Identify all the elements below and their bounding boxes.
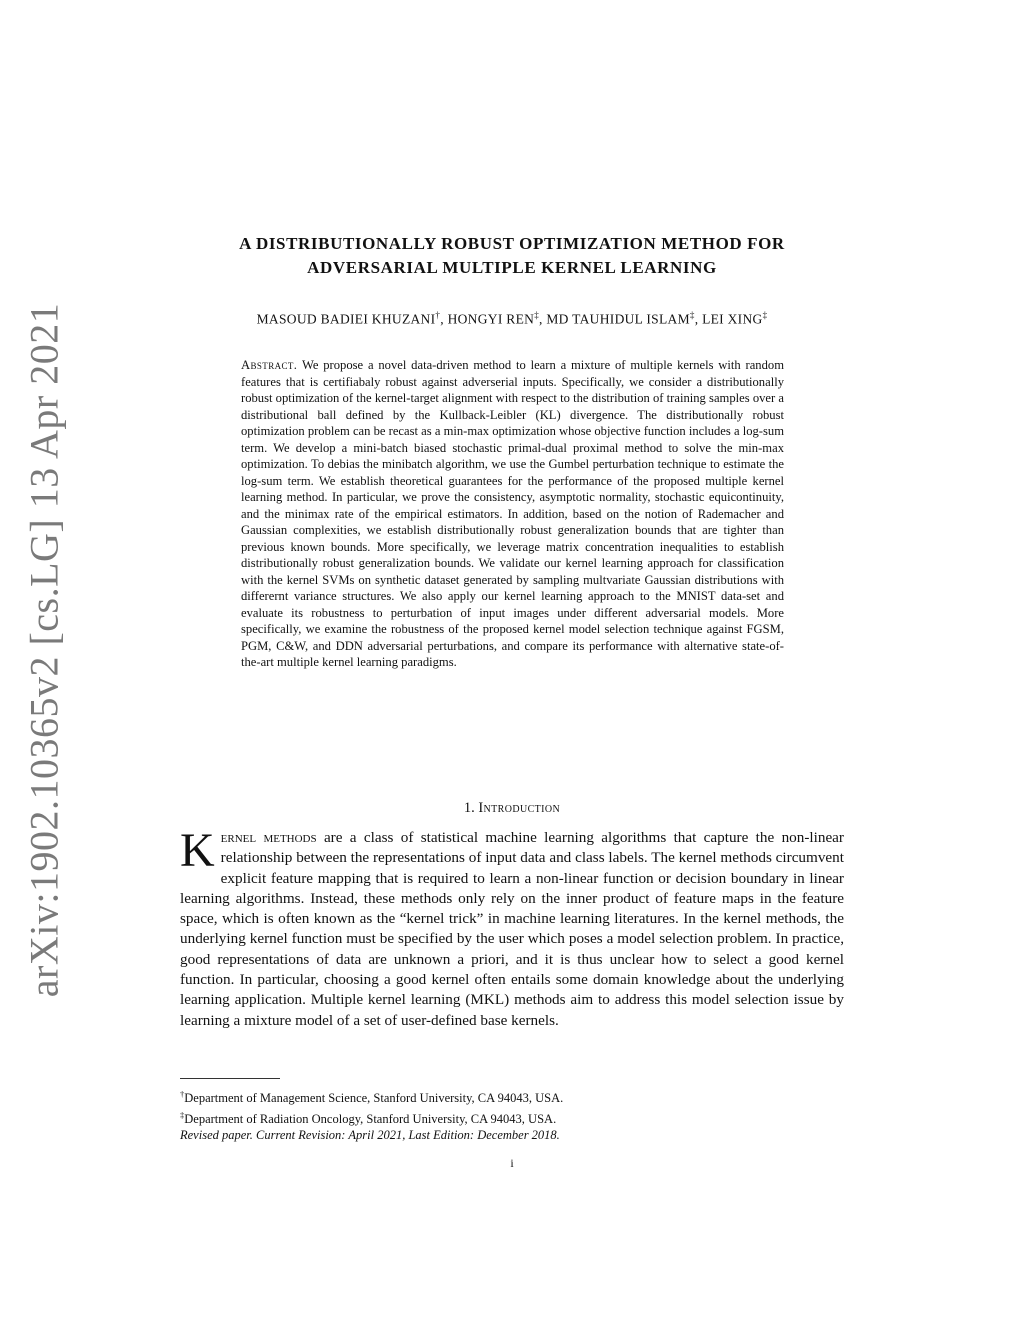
section-heading-introduction	[180, 800, 844, 817]
section-title: Introduction	[478, 800, 561, 816]
revision-note: Revised paper. Current Revision: April 2021, Last Edition: December 2018.	[180, 1128, 560, 1143]
footnote-1-text: Department of Management Science, Stanford University, CA 94043, USA.	[184, 1091, 564, 1106]
footnotes	[180, 1086, 844, 1144]
author-2: HONGYI REN	[447, 311, 535, 327]
author-1: MASOUD BADIEI KHUZANI	[256, 311, 436, 327]
intro-lead-words: ernel methods	[220, 829, 317, 846]
footnote-1-mark: †	[180, 1089, 185, 1099]
abstract	[241, 357, 784, 671]
arxiv-identifier-stamp: arXiv:1902.10365v2 [cs.LG] 13 Apr 2021	[21, 302, 67, 998]
author-3: MD TAUHIDUL ISLAM	[546, 311, 690, 327]
footnote-2-text: Department of Radiation Oncology, Stanford University, CA 94043, USA.	[184, 1111, 557, 1126]
introduction-paragraph	[180, 824, 844, 1031]
author-list: MASOUD BADIEI KHUZANI†, HONGYI REN‡, MD TAUHIDUL ISLAM‡, LEI XING‡	[256, 310, 768, 327]
author-1-affiliation-mark: †	[435, 310, 441, 320]
footnote-2-mark: ‡	[180, 1109, 185, 1120]
abstract-label: Abstract.	[241, 358, 298, 372]
title-line-1: A DISTRIBUTIONALLY ROBUST OPTIMIZATION METHOD FOR	[239, 234, 785, 253]
author-4-affiliation-mark: ‡	[762, 310, 768, 320]
page-number: i	[510, 1156, 514, 1170]
footnote-affiliation-1	[180, 1086, 844, 1107]
author-2-affiliation-mark: ‡	[534, 310, 540, 320]
abstract-text: We propose a novel data-driven method to learn a mixture of multiple kernels with random features that is certifiabaly robust against adverserial inputs. Specifically, we consider a distributionally robust optimization of the kernel-target alignment with respect to the distribution of training samples over a distributional ball defined by the Kullback-Leibler (KL) divergence. The distributionally robust optimization problem can be recast as a min-max optimization whose objective function includes a log-sum term. We develop a mini-batch biased stochastic primal-dual proximal method to solve the min-max optimization. To debias the minibatch algorithm, we use the Gumbel perturbation technique to estimate the log-sum term. We establish theoretical guarantees for the performance of the proposed multiple kernel learning method. In particular, we prove the consistency, asymptotic normality, stochastic equicontinuity, and the minimax rate of the empirical estimators. In addition, based on the notion of Rademacher and Gaussian complexities, we establish distributionally robust generalization bounds that are tighter than previous known bounds. More specifically, we leverage matrix concentration inequalities to establish distributionally robust generalization bounds. We validate our kernel learning approach for classification with the kernel SVMs on synthetic dataset generated by sampling multvariate Gaussian distributions with differernt variance structures. We also apply our kernel learning approach to the MNIST data-set and evaluate its robustness to perturbation of input images under different adversarial models. More specifically, we examine the robustness of the proposed kernel model selection technique against FGSM, PGM, C&W, and DDN adversarial perturbations, and compare its performance with alternative state-of-the-art multiple kernel learning paradigms.	[241, 358, 784, 669]
title-line-2: ADVERSARIAL MULTIPLE KERNEL LEARNING	[307, 258, 717, 277]
author-3-affiliation-mark: ‡	[689, 310, 695, 320]
footnote-affiliation-2	[180, 1107, 844, 1128]
footnote-divider	[180, 1078, 280, 1079]
author-4: LEI XING	[702, 311, 763, 327]
section-number: 1.	[463, 800, 475, 816]
intro-body-text: are a class of statistical machine learning algorithms that capture the non-linear relationship between the representations of input data and class labels. The kernel methods circumvent explicit feature mapping that is required to learn a non-linear function or decision boundary in linear learning algorithms. Instead, these methods only rely on the inner product of feature maps in the feature space, which is often known as the “kernel trick” in machine learning literatures. In the kernel methods, the underlying kernel function must be specified by the user which poses a model selection problem. In practice, good representations of data are unknown a priori, and it is thus unclear how to select a good kernel function. In particular, choosing a good kernel often entails some domain knowledge about the underlying learning application. Multiple kernel learning (MKL) methods aim to address this model selection issue by learning a mixture model of a set of user-defined base kernels.	[180, 829, 844, 1029]
paper-title	[180, 232, 844, 280]
drop-cap-letter: K	[180, 824, 215, 877]
